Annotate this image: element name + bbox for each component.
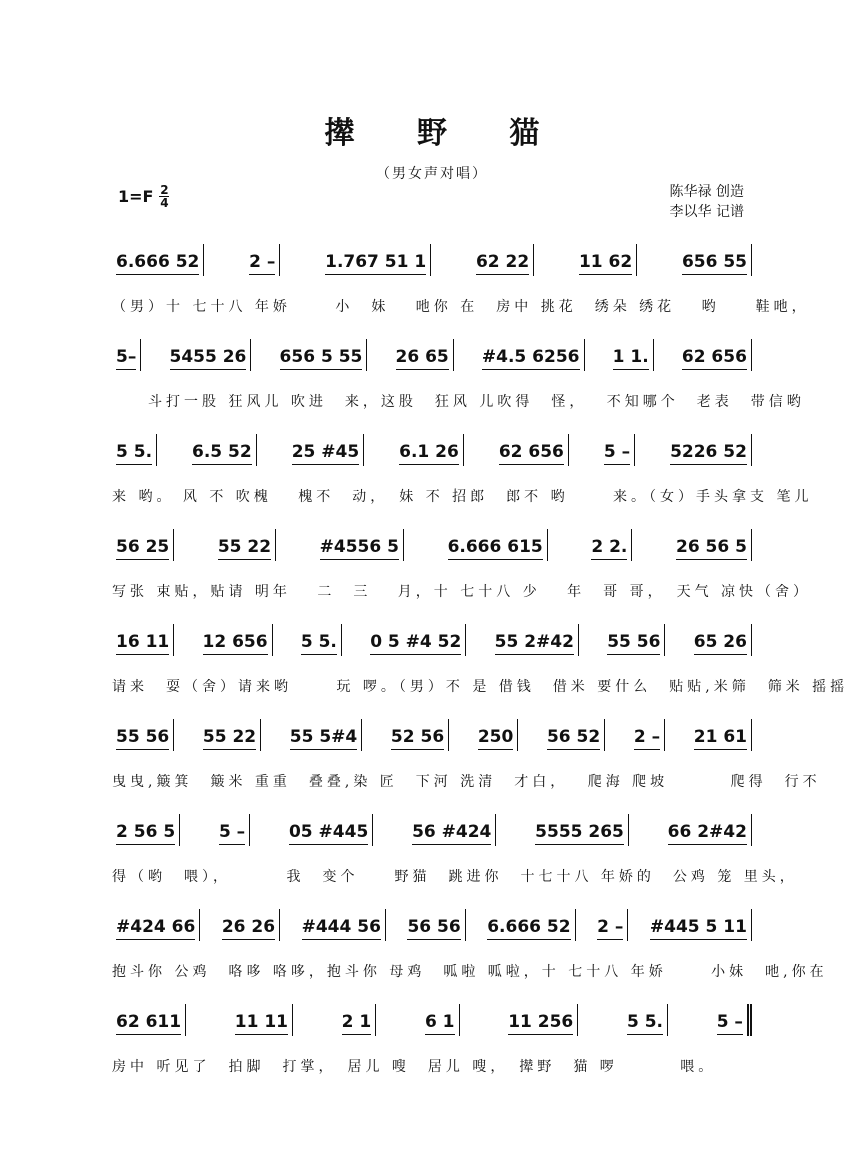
beam-line [192, 464, 252, 465]
beam-line [717, 1034, 743, 1035]
measure: 55 5#4 [286, 719, 362, 751]
measure: 2 – [593, 909, 628, 941]
beam-line [170, 369, 247, 370]
measure: #445 5 11 [646, 909, 752, 941]
measure: 6.666 52 [483, 909, 575, 941]
measure: 6.666 52 [112, 244, 204, 276]
beam-line [116, 844, 175, 845]
beam-line [482, 369, 580, 370]
measure: 5 – [713, 1004, 752, 1036]
beam-line [116, 559, 169, 560]
time-signature-bottom: 4 [160, 196, 169, 210]
measure: 55 22 [199, 719, 261, 751]
beam-line [634, 749, 660, 750]
beam-line [407, 939, 460, 940]
score-system [0, 909, 864, 999]
measure: #4.5 6256 [478, 339, 585, 371]
measure: 26 65 [392, 339, 454, 371]
beam-line [116, 1034, 181, 1035]
measure: 5226 52 [666, 434, 752, 466]
song-subtitle: （男女声对唱） [376, 166, 488, 182]
score-system [0, 814, 864, 904]
beam-line [535, 844, 624, 845]
measure: 2 56 5 [112, 814, 180, 846]
beam-line [694, 749, 747, 750]
lyrics-line: （男）十 七十八 年娇 小 妹 吔你 在 房中 挑花 绣朵 绣花 哟 鞋吔， [112, 299, 810, 315]
measure: 55 22 [214, 529, 276, 561]
beam-line [116, 749, 169, 750]
beam-line [547, 749, 600, 750]
lyrics-line: 曳曳,簸箕 簸米 重重 叠叠,染 匠 下河 洗清 才白， 爬海 爬坡 爬得 行不 [112, 774, 821, 790]
credit-transcriber: 李以华 记谱 [669, 204, 744, 220]
lyrics-line: 房中 听见了 拍脚 打掌， 居儿 嗖 居儿 嗖， 撵野 猫 啰 喂。 [112, 1059, 717, 1075]
beam-line [607, 654, 660, 655]
measure: 6 1 [421, 1004, 460, 1036]
beam-line [448, 559, 543, 560]
beam-line [116, 654, 169, 655]
beam-line [116, 939, 195, 940]
measure: 56 #424 [408, 814, 496, 846]
beam-line [627, 1034, 663, 1035]
beam-line [222, 939, 275, 940]
measure: 5455 26 [166, 339, 252, 371]
beam-line [676, 559, 747, 560]
measure: 55 2#42 [491, 624, 579, 656]
beam-line [604, 464, 630, 465]
measure: 6.1 26 [395, 434, 464, 466]
beam-line [292, 464, 359, 465]
beam-line [478, 749, 514, 750]
measure: 0 5 #4 52 [366, 624, 466, 656]
beam-line [495, 654, 574, 655]
time-signature-top: 2 [160, 183, 169, 197]
beam-line [289, 844, 368, 845]
lyrics-line: 写张 束贴，贴请 明年 二 三 月，十 七十八 少 年 哥 哥， 天气 凉快（舍） [112, 584, 812, 600]
notes-row [112, 434, 752, 474]
beam-line [301, 654, 337, 655]
measure: 62 656 [495, 434, 569, 466]
beam-line [235, 1034, 288, 1035]
measure: 2 2. [587, 529, 632, 561]
beam-line [302, 939, 381, 940]
beam-line [412, 844, 491, 845]
lyrics-line: 请来 耍（舍）请来哟 玩 啰。（男）不 是 借钱 借米 要什么 贴贴,米筛 筛米 摇摇 [112, 679, 849, 695]
measure: 2 – [245, 244, 280, 276]
measure: 5– [112, 339, 141, 371]
measure: 5 5. [297, 624, 342, 656]
measure: 56 52 [543, 719, 605, 751]
measure: 62 611 [112, 1004, 186, 1036]
measure: #424 66 [112, 909, 200, 941]
beam-line [670, 464, 747, 465]
notes-row [112, 1004, 752, 1044]
measure: 26 26 [218, 909, 280, 941]
measure: 12 656 [199, 624, 273, 656]
measure: 62 656 [678, 339, 752, 371]
measure: 56 56 [403, 909, 465, 941]
notes-row [112, 529, 752, 569]
beam-line [499, 464, 564, 465]
lyrics-line: 斗打一股 狂风儿 吹进 来，这股 狂风 儿吹得 怪， 不知哪个 老表 带信哟 [112, 394, 805, 410]
beam-line [682, 274, 747, 275]
beam-line [487, 939, 570, 940]
beam-line [425, 1034, 455, 1035]
measure: 16 11 [112, 624, 174, 656]
key-label: 1=F [118, 187, 154, 206]
measure: 656 55 [678, 244, 752, 276]
beam-line [396, 369, 449, 370]
score-system [0, 434, 864, 524]
beam-line [650, 939, 747, 940]
measure: 11 11 [231, 1004, 293, 1036]
score-system [0, 339, 864, 429]
measure: 1 1. [609, 339, 654, 371]
beam-line [325, 274, 426, 275]
measure: 25 #45 [288, 434, 364, 466]
beam-line [116, 369, 136, 370]
key-signature [118, 184, 169, 209]
beam-line [203, 749, 256, 750]
measure: 62 22 [472, 244, 534, 276]
beam-line [591, 559, 627, 560]
measure: 6.666 615 [444, 529, 548, 561]
measure: 26 56 5 [672, 529, 752, 561]
score-system [0, 529, 864, 619]
beam-line [203, 654, 268, 655]
beam-line [508, 1034, 573, 1035]
measure: 1.767 51 1 [321, 244, 431, 276]
beam-line [290, 749, 357, 750]
measure: 65 26 [690, 624, 752, 656]
time-signature [159, 184, 169, 209]
beam-line [613, 369, 649, 370]
score-system [0, 624, 864, 714]
lyrics-line: 来 哟。 风 不 吹槐 槐不 动， 妹 不 招郎 郎不 哟 来。（女）手头拿支 笔儿 [112, 489, 813, 505]
beam-line [116, 464, 152, 465]
measure: 66 2#42 [664, 814, 752, 846]
measure: 52 56 [387, 719, 449, 751]
measure: 55 56 [603, 624, 665, 656]
measure: 250 [474, 719, 519, 751]
measure: 5 5. [112, 434, 157, 466]
beam-line [342, 1034, 372, 1035]
beam-line [694, 654, 747, 655]
credit-creator: 陈华禄 创造 [669, 184, 744, 200]
measure: 5 – [600, 434, 635, 466]
measure: 6.5 52 [188, 434, 257, 466]
notes-row [112, 909, 752, 949]
beam-line [476, 274, 529, 275]
beam-line [249, 274, 275, 275]
score-system [0, 719, 864, 809]
beam-line [597, 939, 623, 940]
measure: 11 256 [504, 1004, 578, 1036]
measure: 5 – [215, 814, 250, 846]
lyrics-line: 得（哟 喂）， 我 变个 野猫 跳进你 十七十八 年娇的 公鸡 笼 里头， [112, 869, 798, 885]
lyrics-line: 抱斗你 公鸡 咯哆 咯哆，抱斗你 母鸡 呱啦 呱啦，十 七十八 年娇 小妹 吔,你在 [112, 964, 828, 980]
notes-row [112, 624, 752, 664]
score-system [0, 1004, 864, 1094]
measure: 5555 265 [531, 814, 629, 846]
measure: #444 56 [298, 909, 386, 941]
beam-line [391, 749, 444, 750]
notes-row [112, 719, 752, 759]
measure: 2 – [630, 719, 665, 751]
beam-line [218, 559, 271, 560]
beam-line [668, 844, 747, 845]
notes-row [112, 244, 752, 284]
notes-row [112, 339, 752, 379]
measure: 05 #445 [285, 814, 373, 846]
beam-line [116, 274, 199, 275]
measure: 2 1 [338, 1004, 377, 1036]
beam-line [280, 369, 363, 370]
beam-line [370, 654, 461, 655]
measure: 21 61 [690, 719, 752, 751]
beam-line [320, 559, 399, 560]
beam-line [219, 844, 245, 845]
measure: 56 25 [112, 529, 174, 561]
measure: 55 56 [112, 719, 174, 751]
measure: #4556 5 [316, 529, 404, 561]
song-title: 撵 野 猫 [324, 116, 566, 151]
measure: 656 5 55 [276, 339, 368, 371]
credits [670, 182, 744, 222]
beam-line [682, 369, 747, 370]
beam-line [399, 464, 459, 465]
notes-row [112, 814, 752, 854]
score-system [0, 244, 864, 334]
measure: 11 62 [575, 244, 637, 276]
measure: 5 5. [623, 1004, 668, 1036]
beam-line [579, 274, 632, 275]
